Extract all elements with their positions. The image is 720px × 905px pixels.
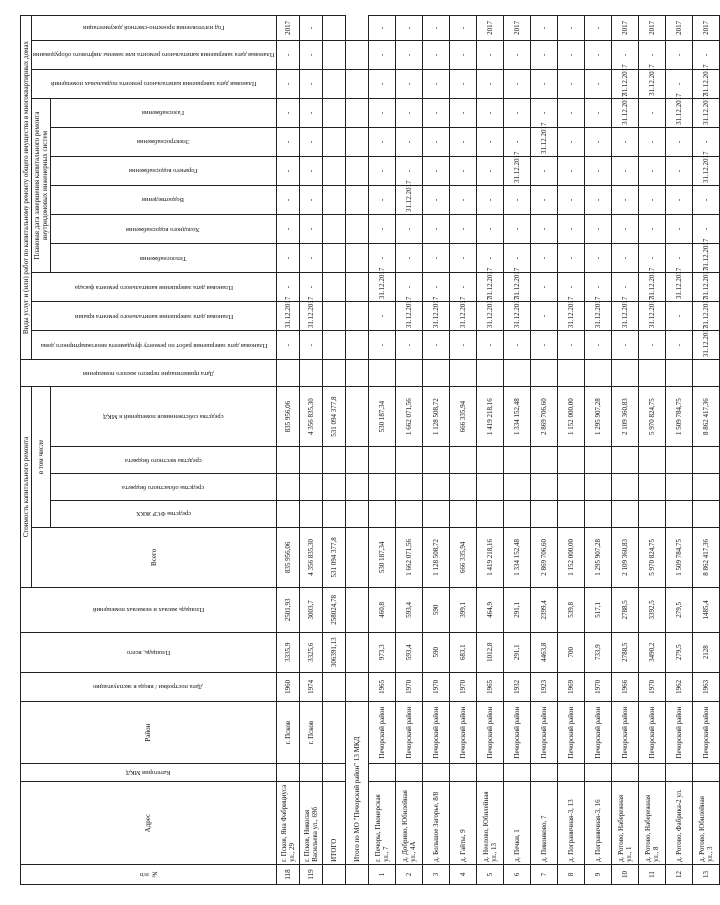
col-district: Район [21,701,277,764]
col-cost-regional: средства областного бюджета [51,474,277,501]
col-docs: Год изготовления проектно-сметной документации [32,16,277,41]
systems-group-header: Плановая дата завершения капитального ремонта внутридомовых инженерных систем [32,98,51,272]
col-area-living: Площадь жилых и нежилых помещений [21,588,277,633]
works-group-header: Виды услуг и (или) работ по капитальному ремонту общего имущества в многоквартирных домах [21,16,32,360]
col-roof: Плановая дата завершения капитального ремонта крыши [32,302,277,331]
col-year: Дата постройки / ввода в эксплуатацию [21,672,277,701]
table-row: 13 д. Ротово, Юбилейная ул., 3 Печорский район 1963 2128 1485,4 8 862 417,36 8 862 417,36 31.12.2017 31.12.2017 31.12.2017 31.12.2017 - - 31.12.2017 - 31.12.2017 31.12.2017 - 2017 [692,16,719,885]
total-row: ИТОГО 306391,13 258024,78 531 094 377,8 531 094 377,8 [322,16,345,885]
table-row: 8 д. Пограничная-3, 13 Печорский район 1969 700 539,8 1 152 000,00 1 152 000,00 - 31.12.2017 - - - - - - - - - - [557,16,584,885]
col-elevator: Плановая дата завершения капитального ремонта или замены лифтового оборудования [32,40,277,69]
col-facade: Плановая дата завершения капитального ремонта фасада [32,273,277,302]
repair-program-table [20,15,720,885]
table-row: 4 д. Гайты, 9 Печорский район 1970 683,1 399,1 666 335,94 666 335,94 - 31.12.2017 - - - - - - - - - - [449,16,476,885]
table-row: 9 д. Пограничная-3, 16 Печорский район 1970 733,9 517,1 1 295 907,28 1 295 907,28 - 31.12.2017 - - - - - - - - - - [584,16,611,885]
table-row: 6 д. Печки, 1 Печорский район 1932 291,1 291,1 1 334 152,48 1 334 152,48 - 31.12.2017 31.12.2017 - - - 31.12.2017 - - - - 2017 [503,16,530,885]
cost-incl-header: в том числе [32,386,51,527]
header-row-1 [21,16,32,885]
col-basement: Плановая дата завершения капитального ремонта подвальных помещений [32,69,277,98]
col-category: Категория МКД [21,764,277,782]
table-row: 11 д. Ротово, Набережная ул., 8 Печорский район 1970 3490,2 3392,5 5 970 824,75 5 970 824,75 - 31.12.2017 31.12.2017 - - - - - - 31.12.2017 - 2017 [638,16,665,885]
rotated-table-container [20,15,714,885]
col-sys-cold: Холодного водоснабжения [51,215,277,244]
section-title-row: Итого по МО "Печорский район" 13 МКД [345,16,368,885]
col-cost-fund: средства ФСР ЖКХ [51,500,277,527]
table-row: 12 д. Ротово, Фабрика-2 ул. Печорский район 1962 279,5 279,5 1 509 784,75 1 509 784,75 - - 31.12.2017 - - - - - 31.12.2017 - - 2017 [665,16,692,885]
col-address: Адрес [21,782,277,865]
col-cost-local: средства местного бюджета [51,447,277,474]
table-row: 7 д. Пиконково, 7 Печорский район 1923 4463,8 2399,4 2 869 706,60 2 869 706,60 - - - - - - - 31.12.2017 - - - - [530,16,557,885]
table-row: 1 г. Печоры, Пионерская ул., 7 Печорский район 1965 973,3 460,8 530 187,34 530 187,34 - - 31.12.2017 - - - - - - - - - [368,16,395,885]
col-sys-electric: Электроснабжения [51,127,277,156]
col-foundation: Плановая дата завершения работ по ремонту фундамента многоквартирного дома [32,331,277,360]
col-num: № п/п [21,864,277,884]
table-row: 3 д. Большое Загорье, 8/8 Печорский район 1970 590 590 1 128 508,72 1 128 508,72 - 31.12.2017 - - - - - - - - - - [422,16,449,885]
col-cost-owners: средства собственников помещений в МКД [51,386,277,446]
table-row: 118 г. Псков, Яна Фабрициуса ул., 29 г. Псков 1960 3335,9 2501,93 835 956,06 835 956,06 - 31.12.2017 - - - - - - - - - 2017 [276,16,299,885]
col-area-total: Площадь, всего [21,632,277,672]
col-cost-total: Всего [32,527,277,587]
table-row: 10 д. Ротово, Набережная ул., 1 Печорский район 1966 2788,5 2788,5 2 109 360,83 2 109 360,83 - 31.12.2017 - - - - - - 31.12.2017 31.12.2017 - 2017 [611,16,638,885]
col-sys-gas: Газоснабжения [51,98,277,127]
col-sys-hot: Горячего водоснабжения [51,156,277,185]
col-sys-heat: Теплоснабжения [51,244,277,273]
col-sys-sewer: Водоотведения [51,185,277,214]
col-privatization: Дата приватизации первого жилого помещения [21,360,277,387]
cost-group-header: Стоимость капитального ремонта [21,386,32,587]
table-row: 2 д. Добрино, Юбилейная ул., 4А Печорский район 1970 593,4 593,4 1 662 071,56 1 662 071,56 - 31.12.2017 - - - 31.12.2017 - - - - - - [395,16,422,885]
table-row: 119 г. Псков, Николая Васильева ул., 69б г. Псков 1974 3325,6 3003,7 4 356 835,30 4 356 835,30 - 31.12.2017 - - - - - - - - - - [299,16,322,885]
district-rows [368,16,719,885]
table-row: 5 д. Неелово, Юбилейная ул., 13 Печорский район 1965 1012,8 464,9 1 419 218,16 1 419 218,16 - 31.12.2017 31.12.2017 - - - - - - - - 2017 [476,16,503,885]
